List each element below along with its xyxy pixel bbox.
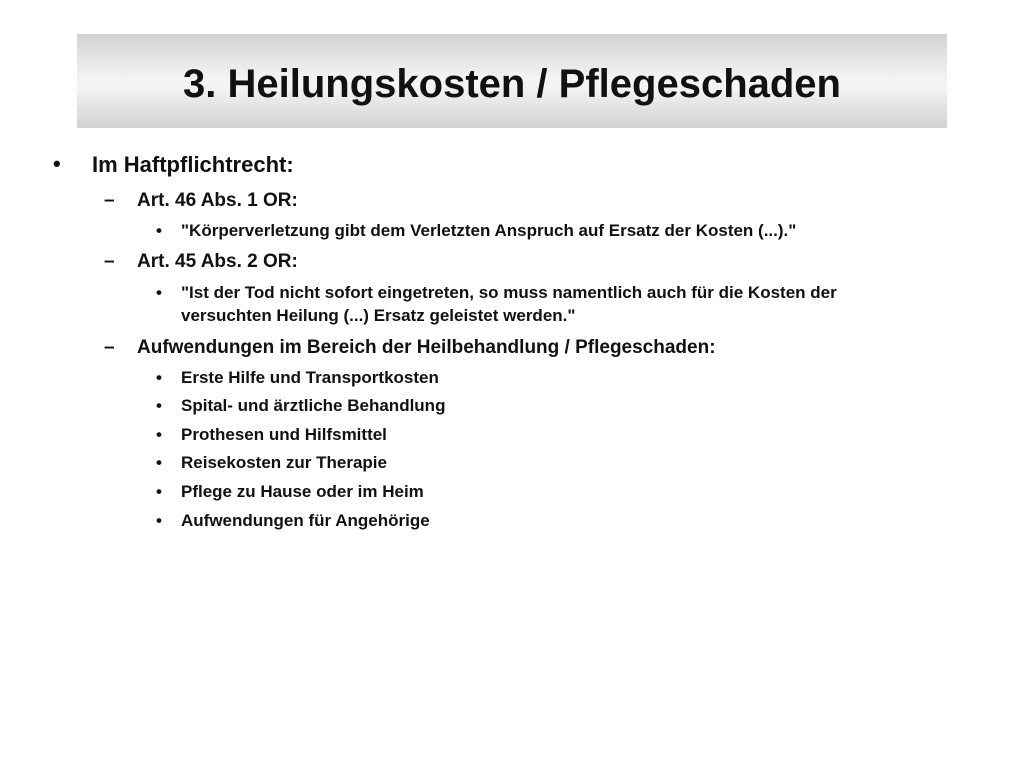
list-item-quote-art-46: "Körperverletzung gibt dem Verletzten Anspruch auf Ersatz der Kosten (...)." <box>181 221 797 240</box>
list-item-angehoerige: Aufwendungen für Angehörige <box>181 511 430 530</box>
list-item-spital: Spital- und ärztliche Behandlung <box>181 396 446 415</box>
list-item-art-45: Art. 45 Abs. 2 OR: <box>137 251 298 272</box>
list-item-quote-art-45-line2: versuchten Heilung (...) Ersatz geleistet werden." <box>181 306 576 325</box>
dash-marker: – <box>104 190 115 211</box>
list-item-art-46: Art. 46 Abs. 1 OR: <box>137 190 298 211</box>
bullet-marker: • <box>156 453 162 472</box>
bullet-marker: • <box>156 511 162 530</box>
dash-marker: – <box>104 337 115 358</box>
list-item-erste-hilfe: Erste Hilfe und Transportkosten <box>181 368 439 387</box>
bullet-marker: • <box>156 221 162 240</box>
bullet-marker: • <box>156 368 162 387</box>
list-item-prothesen: Prothesen und Hilfsmittel <box>181 425 387 444</box>
list-item-quote-art-45-line1: "Ist der Tod nicht sofort eingetreten, so muss namentlich auch für die Kosten der <box>181 283 837 302</box>
bullet-marker: • <box>156 482 162 501</box>
page-title: 3. Heilungskosten / Pflegeschaden <box>183 61 841 106</box>
bullet-marker: • <box>156 396 162 415</box>
list-item-pflege: Pflege zu Hause oder im Heim <box>181 482 424 501</box>
list-item-haftpflichtrecht: Im Haftpflichtrecht: <box>92 152 294 177</box>
bullet-marker: • <box>156 425 162 444</box>
list-item-aufwendungen: Aufwendungen im Bereich der Heilbehandlung / Pflegeschaden: <box>137 337 716 358</box>
list-item-reisekosten: Reisekosten zur Therapie <box>181 453 387 472</box>
dash-marker: – <box>104 251 115 272</box>
bullet-marker: • <box>156 283 162 302</box>
bullet-marker: • <box>53 151 61 176</box>
